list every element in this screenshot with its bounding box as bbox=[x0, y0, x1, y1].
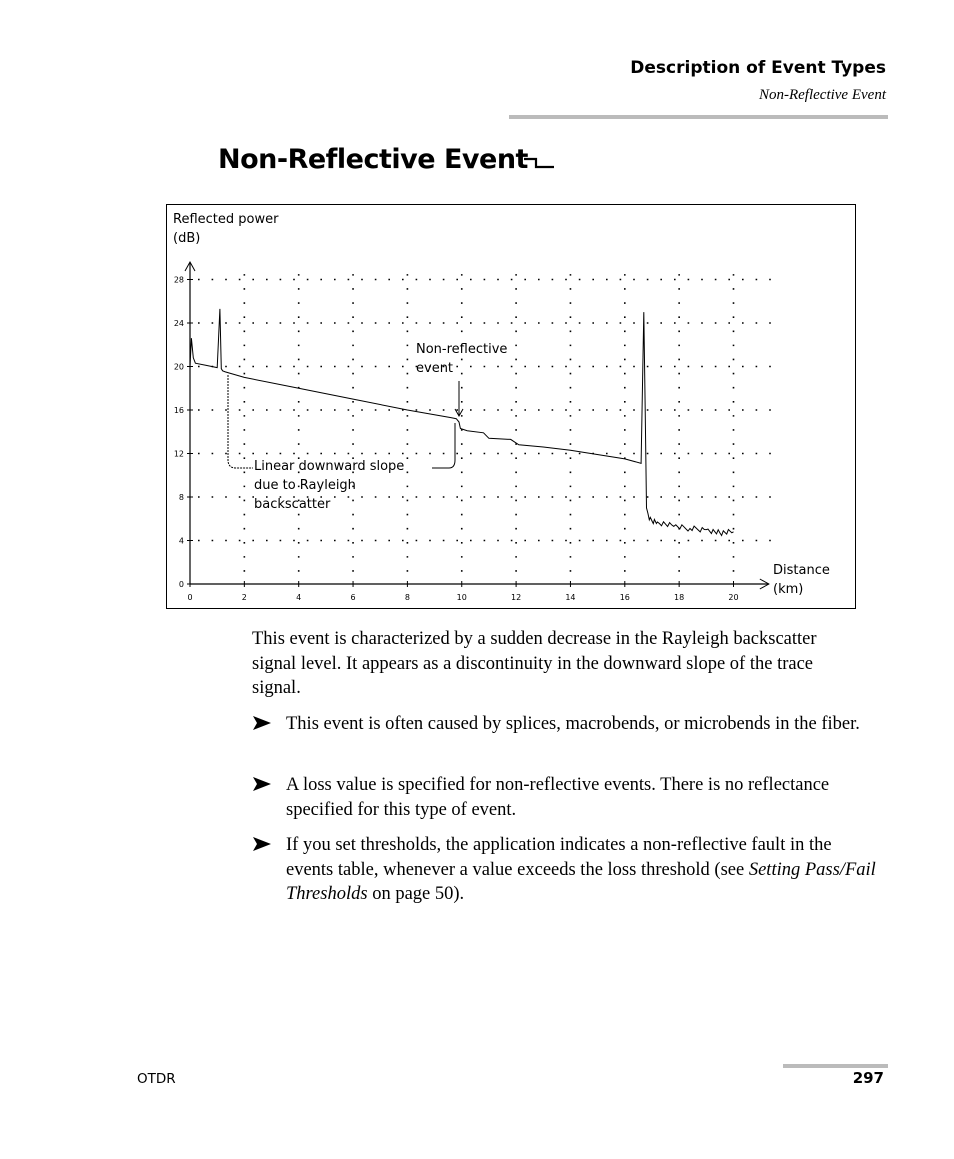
y-tick-label: 28 bbox=[173, 275, 184, 285]
tick-layer bbox=[174, 276, 739, 603]
x-tick-label: 2 bbox=[241, 593, 247, 602]
axis-layer bbox=[185, 262, 769, 589]
cross-reference-link[interactable]: Setting Pass/Fail Thresholds bbox=[286, 859, 876, 904]
intro-paragraph: This event is characterized by a sudden decrease in the Rayleigh backscatter signal level. It appears as a discontinuity in the downward slope of the trace signal. bbox=[252, 629, 817, 698]
x-tick-label: 10 bbox=[456, 593, 467, 602]
y-tick-label: 20 bbox=[173, 362, 184, 372]
x-axis-label: Distance (km) bbox=[773, 563, 830, 597]
y-tick-label: 16 bbox=[173, 406, 184, 415]
bullet-arrow-icon bbox=[252, 715, 272, 731]
x-tick-label: 12 bbox=[511, 593, 522, 602]
running-header-title: Description of Event Types bbox=[630, 58, 886, 78]
header-rule bbox=[509, 115, 888, 119]
x-tick-label: 4 bbox=[296, 593, 302, 602]
y-tick-label: 24 bbox=[173, 319, 184, 328]
slope-bracket-right bbox=[432, 423, 455, 468]
linear-slope-annotation: Linear downward slope due to Rayleigh backscatter bbox=[254, 459, 405, 512]
otdr-trace-chart bbox=[167, 205, 857, 610]
running-header-subtitle: Non-Reflective Event bbox=[758, 87, 886, 103]
x-tick-label: 20 bbox=[728, 593, 739, 602]
bullet-arrow-icon bbox=[252, 776, 272, 792]
slope-bracket-left bbox=[228, 375, 253, 468]
footer-rule bbox=[783, 1064, 888, 1068]
bullet-arrow-icon bbox=[252, 836, 272, 852]
x-tick-label: 14 bbox=[565, 593, 576, 602]
x-tick-label: 18 bbox=[674, 593, 685, 602]
grid-layer bbox=[198, 274, 772, 584]
y-tick-label: 0 bbox=[178, 580, 184, 589]
bullet-text: If you set thresholds, the application indicates a non-reflective fault in the events table, whenever a value exceeds the loss threshold (see Setting Pass/Fail Thresholds on page 50). bbox=[286, 835, 876, 904]
x-tick-label: 6 bbox=[350, 593, 356, 602]
bullet-text: This event is often caused by splices, macrobends, or microbends in the fiber. bbox=[286, 714, 860, 734]
y-tick-label: 8 bbox=[178, 493, 184, 502]
x-tick-label: 16 bbox=[619, 593, 630, 602]
y-axis-label: Reflected power (dB) bbox=[173, 212, 279, 246]
footer-product-name: OTDR bbox=[137, 1071, 176, 1087]
page-number: 297 bbox=[852, 1069, 884, 1087]
non-reflective-event-icon bbox=[523, 155, 555, 171]
x-tick-label: 8 bbox=[404, 593, 410, 602]
otdr-trace-figure bbox=[166, 204, 856, 609]
non-reflective-event-annotation: Non-reflective event bbox=[416, 342, 508, 376]
bullet-text: A loss value is specified for non-reflective events. There is no reflectance specified for this type of event. bbox=[286, 775, 830, 820]
section-heading: Non-Reflective Event bbox=[218, 144, 528, 175]
y-tick-label: 4 bbox=[178, 536, 184, 546]
x-tick-label: 0 bbox=[187, 593, 193, 602]
y-tick-label: 12 bbox=[173, 449, 184, 459]
